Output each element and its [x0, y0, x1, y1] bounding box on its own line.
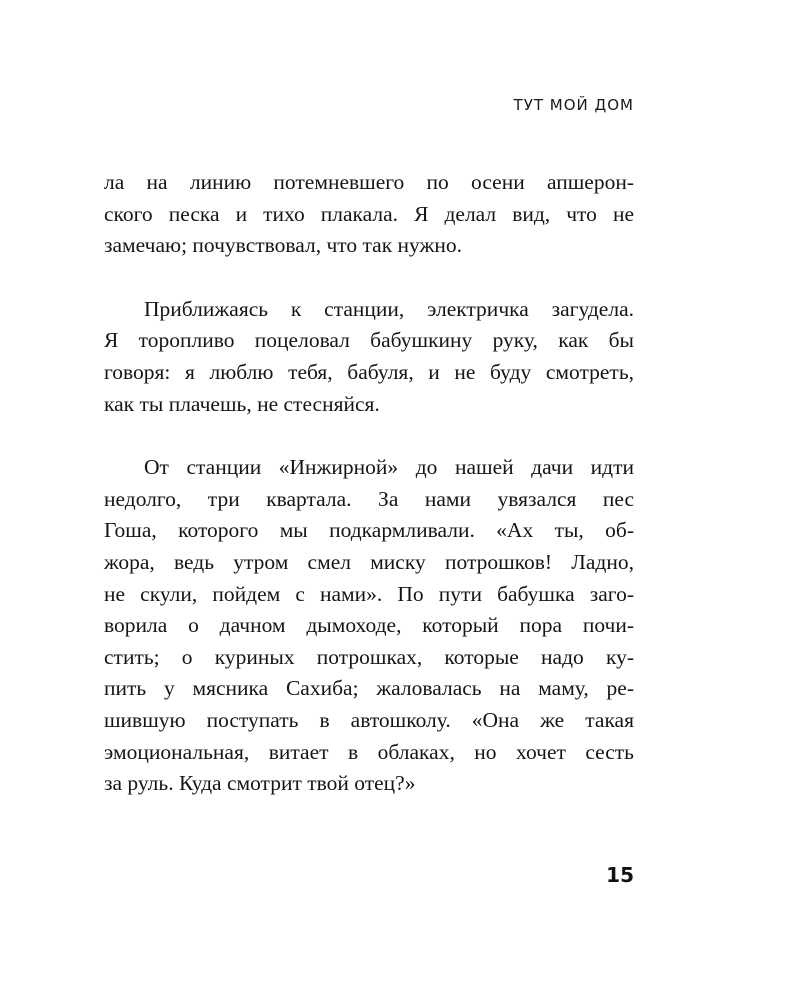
- text-line: замечаю; почувствовал, что так нужно.: [104, 233, 463, 258]
- running-head: ТУТ МОЙ ДОМ: [513, 96, 634, 114]
- text-line: Приближаясь к станции, электричка загудела.: [144, 296, 634, 321]
- paragraph-3: [104, 452, 634, 800]
- text-line: пить у мясника Сахиба; жаловалась на маму, ре-: [104, 676, 634, 701]
- text-line: как ты плачешь, не стесняйся.: [104, 391, 380, 416]
- page-number: 15: [606, 863, 634, 887]
- text-line: эмоциональная, витает в облаках, но хочет сесть: [104, 739, 634, 764]
- text-line: ла на линию потемневшего по осени апшерон-: [104, 170, 634, 194]
- text-line: Я торопливо поцеловал бабушкину руку, как бы: [104, 328, 634, 353]
- text-line: говоря: я люблю тебя, бабуля, и не буду смотреть,: [104, 359, 634, 384]
- text-line: ворила о дачном дымоходе, который пора почи-: [104, 613, 634, 638]
- text-line: ского песка и тихо плакала. Я делал вид, что не: [104, 201, 634, 226]
- paragraph-1: [104, 167, 634, 262]
- text-line: жора, ведь утром смел миску потрошков! Ладно,: [104, 549, 634, 574]
- text-line: От станции «Инжирной» до нашей дачи идти: [144, 455, 634, 480]
- text-line: не скули, пойдем с нами». По пути бабушка заго-: [104, 581, 634, 606]
- text-line: стить; о куриных потрошках, которые надо ку-: [104, 644, 634, 669]
- page-body: [104, 167, 634, 800]
- text-line: недолго, три квартала. За нами увязался пес: [104, 486, 634, 511]
- text-line: Гоша, которого мы подкармливали. «Ах ты, об-: [104, 518, 634, 543]
- paragraph-2: [104, 294, 634, 420]
- text-line: шившую поступать в автошколу. «Она же такая: [104, 707, 634, 732]
- text-line: за руль. Куда смотрит твой отец?»: [104, 771, 416, 796]
